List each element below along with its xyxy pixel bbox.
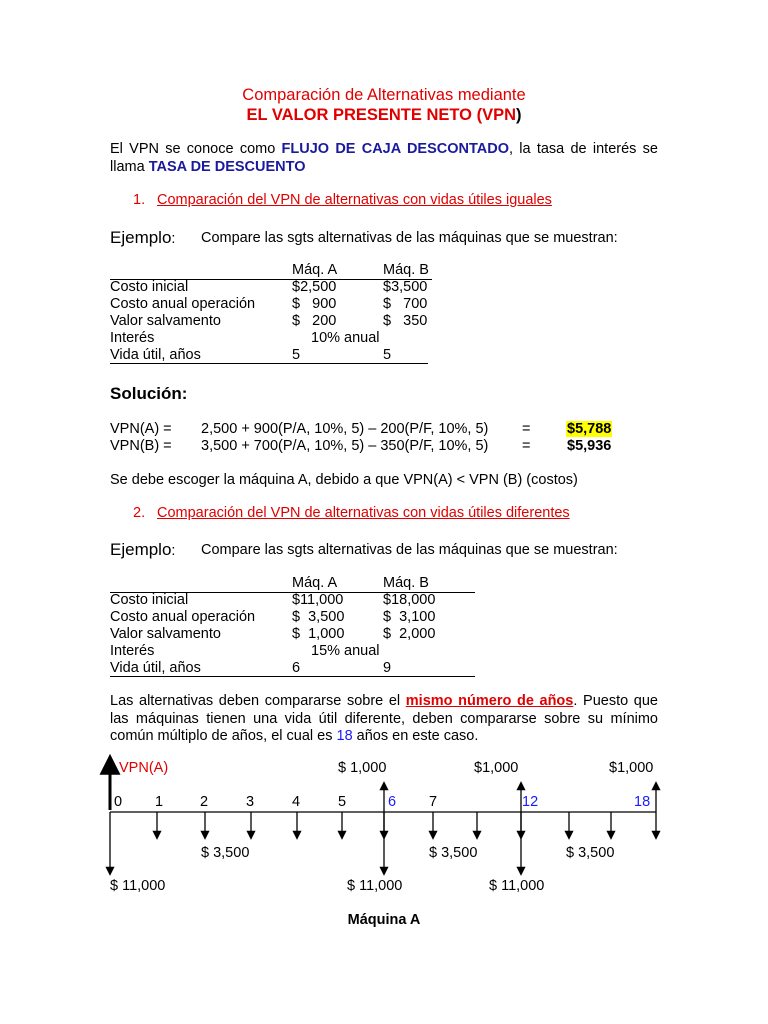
table-2-cell: 6 — [292, 660, 301, 676]
title-line-2-end: ) — [516, 106, 522, 124]
example-2-text: Compare las sgts alternativas de las máquinas que se muestran: — [201, 542, 618, 558]
para2-emphasis: mismo número de años — [405, 693, 574, 709]
table-2-cell: $ 3,500 — [292, 609, 345, 625]
salvage-label: $1,000 — [609, 760, 654, 776]
table-1-row-label: Costo inicial — [110, 279, 189, 295]
table-1-cell: $3,500 — [383, 279, 428, 295]
table-1-cell-interest: 10% anual — [311, 330, 380, 346]
annual-cost-label: $ 3,500 — [429, 845, 478, 861]
table-1-row-label: Costo anual operación — [110, 296, 256, 312]
table-2-cell: $ 3,100 — [383, 609, 436, 625]
table-1-cell: $ 350 — [383, 313, 428, 329]
period-label: 0 — [114, 794, 123, 810]
solution-row-b-lhs: VPN(B) = — [110, 438, 172, 454]
solution-row-b-eq: = — [522, 438, 531, 454]
para2-text-1: Las alternativas deben compararse sobre el — [110, 693, 406, 709]
period-label: 7 — [429, 794, 438, 810]
table-2-cell-interest: 15% anual — [311, 643, 380, 659]
annual-cost-label: $ 3,500 — [201, 845, 250, 861]
table-2-row-label: Vida útil, años — [110, 660, 201, 676]
example-2-colon: : — [171, 543, 176, 559]
table-2-row-label: Valor salvamento — [110, 626, 221, 642]
solution-row-a-eq: = — [522, 421, 531, 437]
example-2-word: Ejemplo — [110, 540, 172, 559]
intro-term-flujo: FLUJO DE CAJA DESCONTADO — [281, 141, 509, 157]
intro-term-tasa: TASA DE DESCUENTO — [148, 158, 306, 175]
table-2-row-label: Costo anual operación — [110, 609, 256, 625]
table-1-row-label: Interés — [110, 330, 155, 346]
solution-row-a-result: $5,788 — [567, 421, 612, 437]
title-line-1: Comparación de Alternativas mediante — [242, 86, 526, 104]
salvage-label: $1,000 — [474, 760, 519, 776]
table-1-row-label: Valor salvamento — [110, 313, 221, 329]
vpn-label: VPN(A) — [119, 760, 169, 776]
diagram-caption: Máquina A — [347, 912, 421, 928]
period-label: 2 — [200, 794, 209, 810]
table-1-cell: 5 — [383, 347, 392, 363]
initial-cost-label: $ 11,000 — [347, 878, 403, 894]
period-label: 6 — [388, 794, 397, 810]
table-2-col-a: Máq. A — [292, 575, 338, 591]
period-label: 3 — [246, 794, 255, 810]
period-label: 4 — [292, 794, 301, 810]
table-1-cell: $ 900 — [292, 296, 337, 312]
section-2-heading: Comparación del VPN de alternativas con vidas útiles diferentes — [157, 505, 570, 521]
solution-row-a-lhs: VPN(A) = — [110, 421, 172, 437]
period-label: 12 — [522, 794, 539, 810]
solution-heading: Solución: — [110, 384, 188, 403]
intro-text-1: El VPN se conoce como — [110, 141, 282, 157]
table-2-cell: $11,000 — [292, 592, 344, 608]
annual-cost-label: $ 3,500 — [566, 845, 615, 861]
example-1-text: Compare las sgts alternativas de las máquinas que se muestran: — [201, 230, 618, 246]
section-1-number: 1. — [133, 192, 146, 208]
period-label: 18 — [634, 794, 651, 810]
table-1-cell: $ 200 — [292, 313, 337, 329]
intro-text-2: , la tasa de interés se llama — [110, 141, 658, 175]
table-2-row-label: Interés — [110, 643, 155, 659]
title-line-2-main: EL VALOR PRESENTE NETO (VPN — [246, 106, 517, 124]
example-1-word: Ejemplo — [110, 228, 172, 247]
table-2-cell: $ 1,000 — [292, 626, 345, 642]
table-1-cell: $2,500 — [292, 279, 337, 295]
solution-row-b-expr: 3,500 + 700(P/A, 10%, 5) – 350(P/F, 10%, 5) — [201, 438, 489, 454]
solution-conclusion: Se debe escoger la máquina A, debido a que VPN(A) < VPN (B) (costos) — [110, 472, 578, 488]
initial-cost-label: $ 11,000 — [110, 878, 166, 894]
solution-row-b-result: $5,936 — [567, 438, 612, 454]
para2-years: 18 — [336, 728, 353, 744]
table-2-cell: $18,000 — [383, 592, 436, 608]
para2-text-2: . Puesto que las máquinas tienen una vida útil diferente, deben compararse sobre su mínimo común múltiplo de años, el cual es — [110, 693, 658, 744]
table-1-row-label: Vida útil, años — [110, 347, 201, 363]
section-2-number: 2. — [133, 505, 146, 521]
table-1-col-a: Máq. A — [292, 262, 338, 278]
solution-row-a-expr: 2,500 + 900(P/A, 10%, 5) – 200(P/F, 10%, 5) — [201, 421, 489, 437]
table-2-cell: $ 2,000 — [383, 626, 436, 642]
example-1-colon: : — [171, 231, 176, 247]
table-2-col-b: Máq. B — [383, 575, 429, 591]
salvage-label: $ 1,000 — [338, 760, 387, 776]
period-label: 1 — [155, 794, 164, 810]
table-1-cell: $ 700 — [383, 296, 428, 312]
table-1-col-b: Máq. B — [383, 262, 429, 278]
table-2-cell: 9 — [383, 660, 392, 676]
table-1-cell: 5 — [292, 347, 301, 363]
para2-text-3: años en este caso. — [352, 728, 479, 744]
section-1-heading: Comparación del VPN de alternativas con vidas útiles iguales — [157, 192, 552, 208]
period-label: 5 — [338, 794, 347, 810]
table-2-row-label: Costo inicial — [110, 592, 189, 608]
initial-cost-label: $ 11,000 — [489, 878, 545, 894]
